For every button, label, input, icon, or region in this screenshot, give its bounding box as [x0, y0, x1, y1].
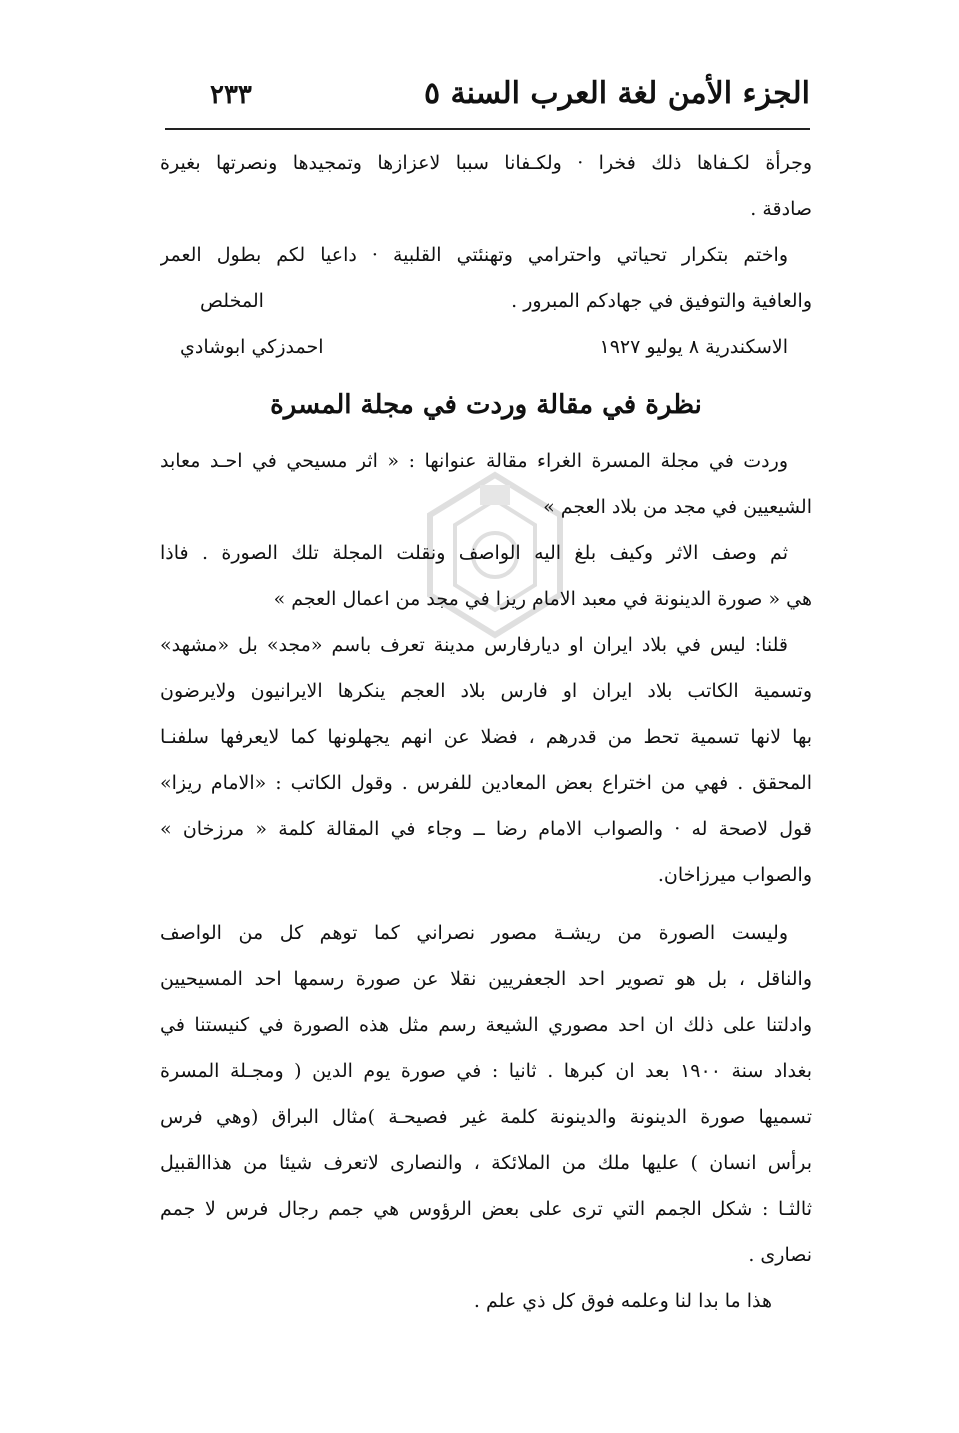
text-line: برأس انسان ) عليها ملك من الملائكة ، والنصارى لاتعرف شيئا من هذاالقبيل: [160, 1152, 812, 1174]
letter-paragraph-2: [160, 232, 812, 324]
page-header: [160, 70, 810, 120]
closing-word: المخلص: [200, 290, 264, 312]
text-line: ثم وصف الاثر وكيف بلغ اليه الواصف ونقلت المجلة تلك الصورة . فاذا: [160, 542, 788, 564]
text-line: تسميها صورة الدينونة والدينونة كلمة غير فصيحـة )مثال البراق (وهي فرس: [160, 1106, 812, 1128]
text-line: بغداد سنة ١٩٠٠ بعد ان كبرها . ثانيا : في صورة يوم الدين ( ومجـلة المسرة: [160, 1060, 812, 1082]
text-line: نصارى .: [748, 1244, 812, 1266]
text-line: وجرأة لكـفاها ذلك فخرا · ولكـفانا سببا لاعزازها وتمجيدها ونصرتها بغيرة: [160, 152, 812, 174]
letter-paragraph-1: [160, 140, 812, 232]
author-signature: احمدزكي ابوشادي: [180, 336, 324, 358]
article-paragraph-2: [160, 530, 812, 622]
text-line: وادلتنا على ذلك ان احد مصوري الشيعة رسم مثل هذه الصورة في كنيستنا في: [160, 1014, 812, 1036]
running-title: الجزء الأمن لغة العرب السنة ٥: [423, 76, 810, 111]
text-line: هذا ما بدا لنا وعلمه فوق كل ذي علم .: [473, 1290, 772, 1312]
article-paragraph-1: [160, 438, 812, 530]
text-line: بها لانها تسمية تحط من قدرهم ، فضلا عن انهم يجهلونها كما لايعرفها سلفنـا: [160, 726, 812, 748]
header-divider: [165, 128, 810, 130]
text-line: وردت في مجلة المسرة الغراء مقالة عنوانها : « اثر مسيحي في احـد معابد: [160, 450, 788, 472]
text-line: وليست الصورة من ريشـة مصور نصراني كما توهم كل من الواصف: [160, 922, 788, 944]
text-line: قلنا: ليس في بلاد ايران او ديارفارس مدينة تعرف باسم «مجد» بل «مشهد»: [160, 634, 788, 656]
page-number: ٢٣٣: [210, 80, 252, 110]
text-line: المحقق . فهي من اختراع بعض المعادين للفرس . وقول الكاتب : «الامام ريزا»: [160, 772, 812, 794]
article-paragraph-3: [160, 622, 812, 898]
text-line: قول لاصحة له · والصواب الامام رضا ــ وجاء في المقالة كلمة « مرزخان »: [160, 818, 812, 840]
closing-row: [160, 278, 812, 324]
body-text: [160, 140, 812, 1324]
text-line: واختم بتكرار تحياتي واحترامي وتهنئتي القلبية · داعيا لكم بطول العمر: [160, 244, 788, 266]
article-paragraph-4: [160, 910, 812, 1278]
text-line: صادقة .: [750, 198, 812, 220]
text-line: هي « صورة الدينونة في معبد الامام ريزا في مجد من اعمال العجم »: [273, 588, 812, 610]
text-line: والناقل ، بل هو تصوير احد الجعفريين نقلا عن صورة رسمها احد المسيحيين: [160, 968, 812, 990]
text-line: وتسمية الكاتب بلاد ايران او فارس بلاد العجم ينكرها الايرانيون ولايرضون: [160, 680, 812, 702]
paragraph-gap: [160, 898, 812, 910]
article-paragraph-5: [160, 1278, 812, 1324]
text-line: ثالثـا : شكل الجمم التي ترى على بعض الرؤوس هي جمم رجال فرس لا جمم: [160, 1198, 812, 1220]
signature-row: [160, 324, 812, 370]
place-date: الاسكندرية ٨ يوليو ١٩٢٧: [599, 336, 788, 358]
article-title: نظرة في مقالة وردت في مجلة المسرة: [270, 390, 702, 420]
text-line: والصواب ميرزاخان.: [657, 864, 812, 886]
text-line: الشيعيين في مجد من بلاد العجم »: [543, 496, 812, 518]
text-line: والعافية والتوفيق في جهادكم المبرور .: [511, 290, 812, 312]
